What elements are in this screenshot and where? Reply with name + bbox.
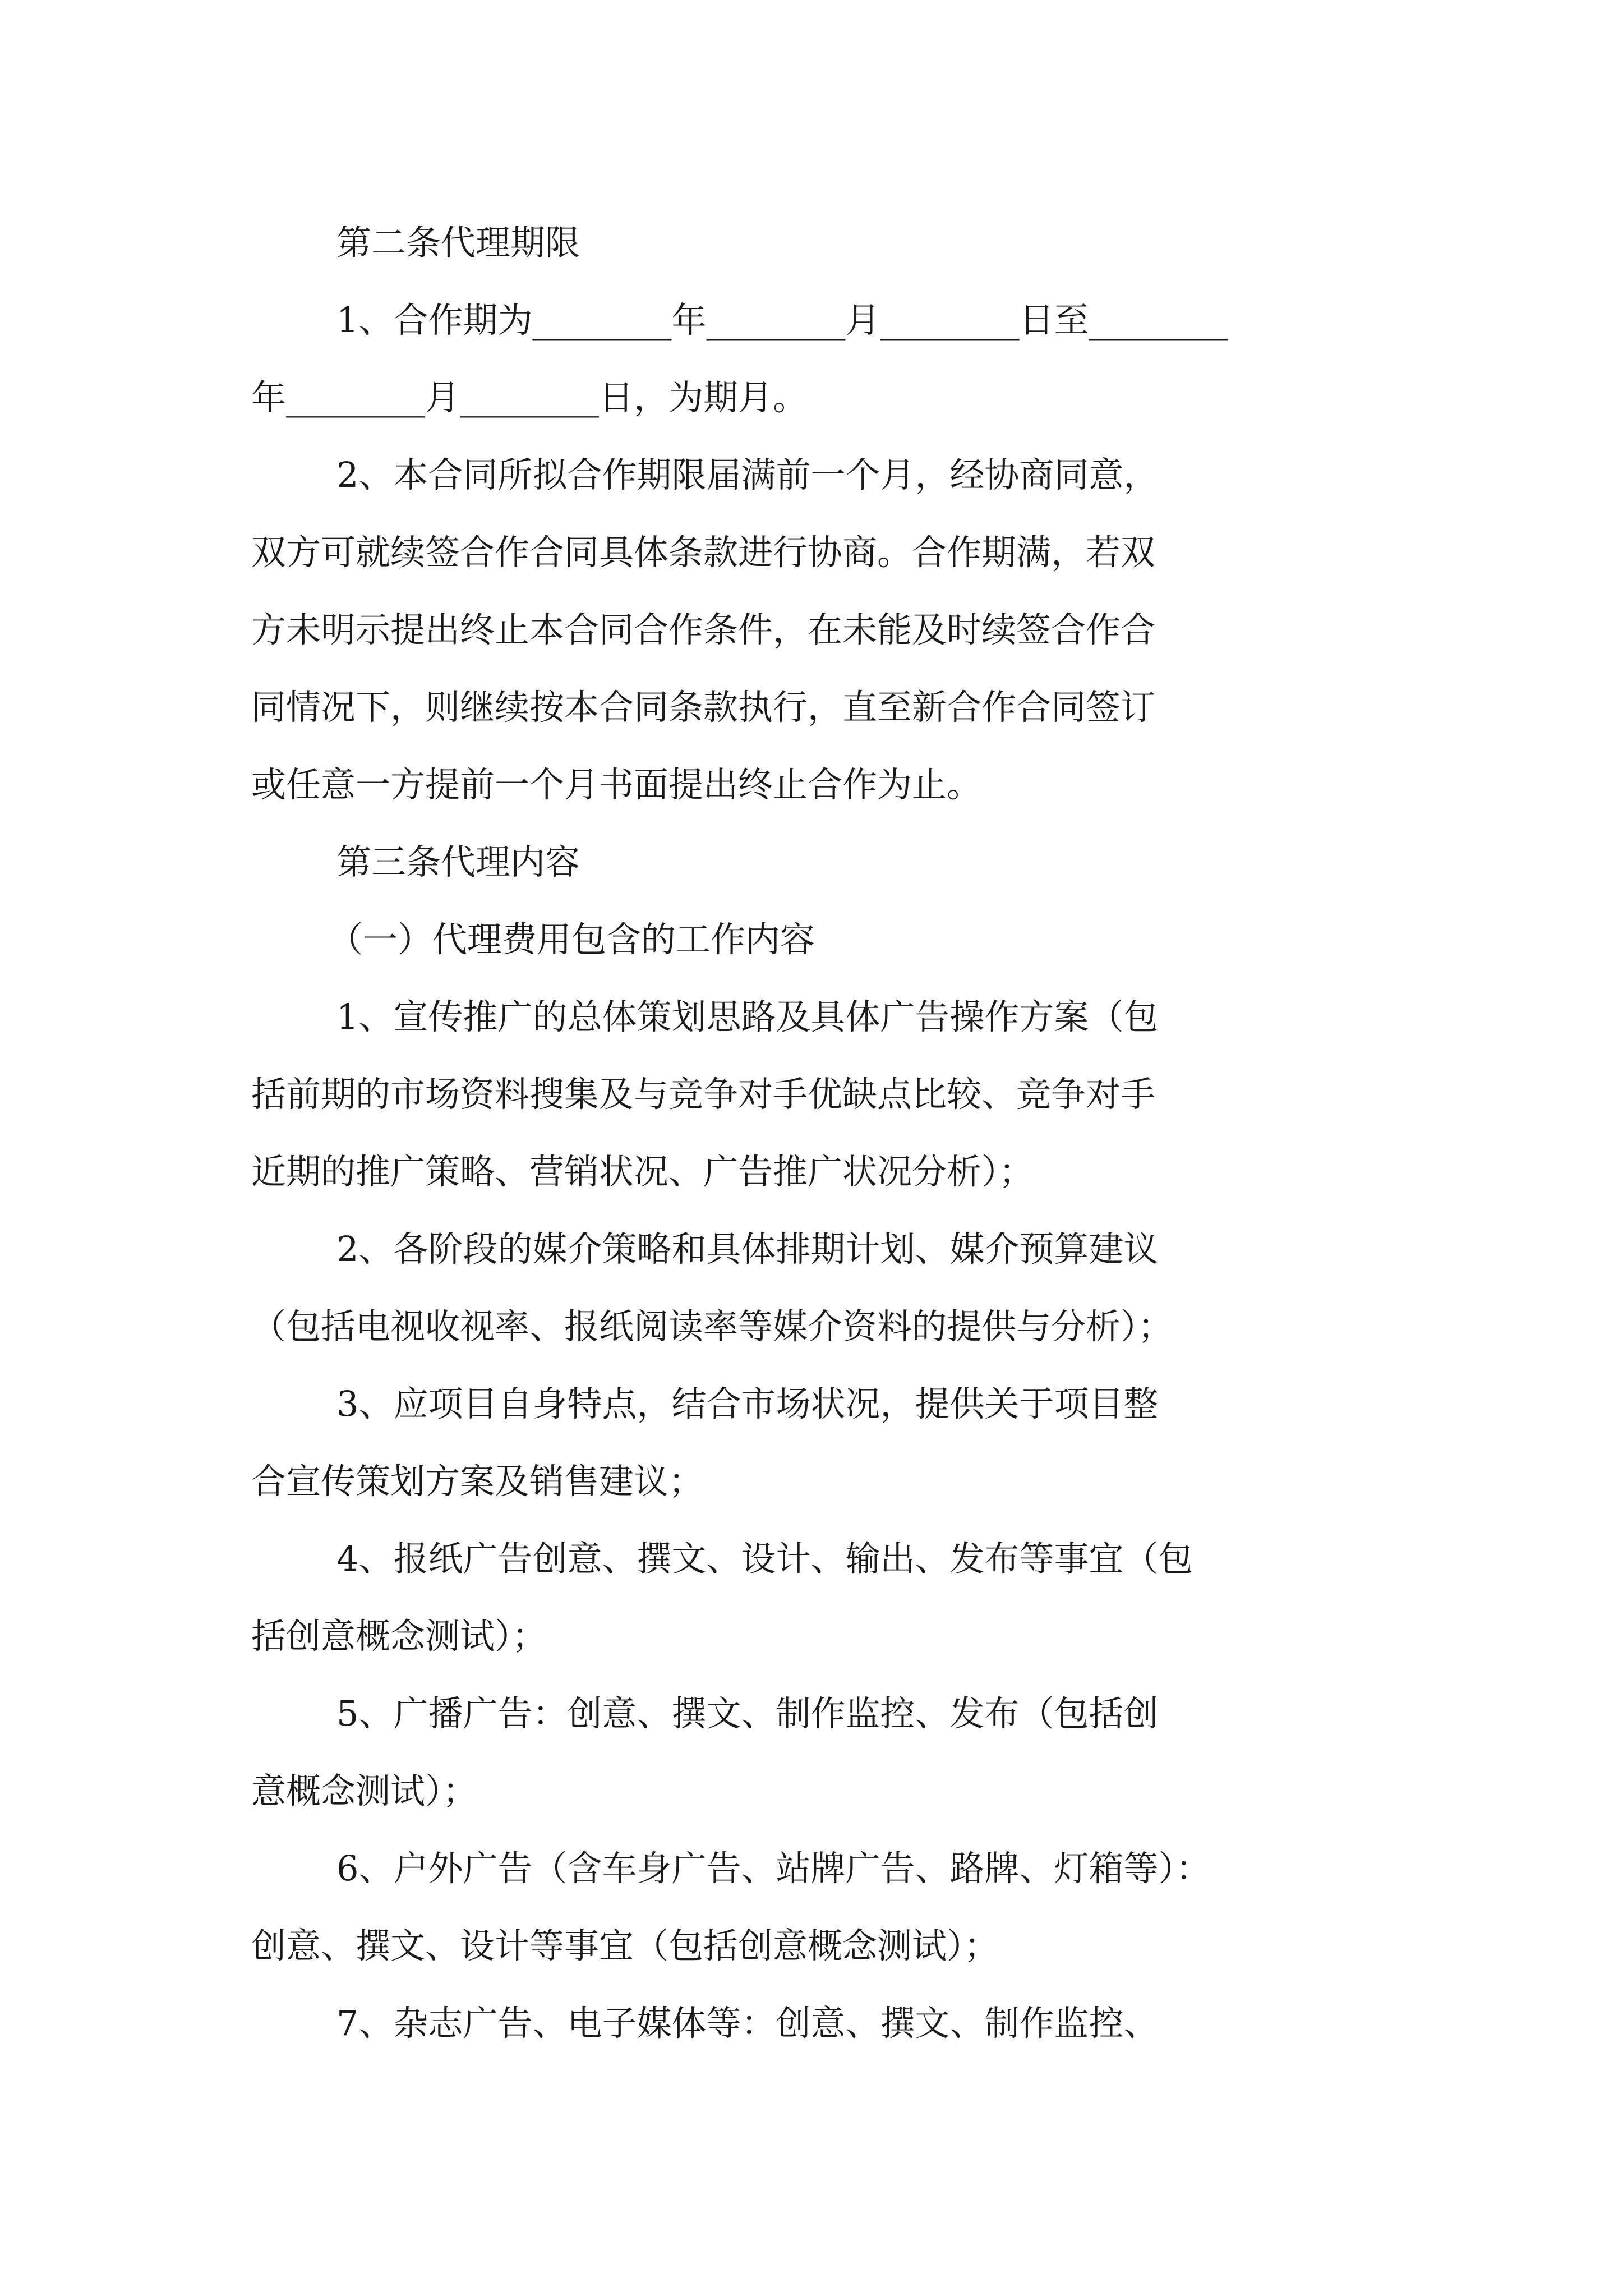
- paragraph-line: 方未明示提出终止本合同合作条件，在未能及时续签合作合: [251, 609, 1156, 650]
- paragraph-line: 意概念测试）；: [251, 1770, 478, 1811]
- paragraph-line: 4、报纸广告创意、撰文、设计、输出、发布等事宜（包: [336, 1538, 1193, 1579]
- article-2-heading: 第二条代理期限: [336, 222, 580, 263]
- paragraph-line: 1、合作期为________年________月________日至________: [336, 300, 1228, 341]
- paragraph-line: 双方可就续签合作合同具体条款进行协商。合作期满，若双: [251, 532, 1156, 573]
- paragraph-line: 括前期的市场资料搜集及与竞争对手优缺点比较、竞争对手: [251, 1074, 1156, 1115]
- paragraph-line: 2、本合同所拟合作期限届满前一个月，经协商同意，: [336, 454, 1159, 495]
- paragraph-line: 同情况下，则继续按本合同条款执行，直至新合作合同签订: [251, 687, 1156, 728]
- paragraph-line: 括创意概念测试）；: [251, 1616, 547, 1657]
- paragraph-line: 年________月________日，为期月。: [251, 377, 808, 418]
- paragraph-line: （包括电视收视率、报纸阅读率等媒介资料的提供与分析）；: [251, 1306, 1173, 1347]
- article-3-heading: 第三条代理内容: [336, 841, 580, 882]
- paragraph-line: 5、广播广告：创意、撰文、制作监控、发布（包括创: [336, 1693, 1159, 1734]
- paragraph-line: 7、杂志广告、电子媒体等：创意、撰文、制作监控、: [336, 2003, 1159, 2044]
- paragraph-line: 或任意一方提前一个月书面提出终止合作为止。: [251, 764, 982, 805]
- paragraph-line: 近期的推广策略、营销状况、广告推广状况分析）；: [251, 1151, 1034, 1192]
- paragraph-line: 6、户外广告（含车身广告、站牌广告、路牌、灯箱等）：: [336, 1848, 1211, 1889]
- section-heading: （一）代理费用包含的工作内容: [328, 919, 815, 960]
- paragraph-line: 3、应项目自身特点，结合市场状况，提供关于项目整: [336, 1383, 1159, 1424]
- paragraph-line: 创意、撰文、设计等事宜（包括创意概念测试）；: [251, 1925, 999, 1966]
- paragraph-line: 2、各阶段的媒介策略和具体排期计划、媒介预算建议: [336, 1228, 1159, 1269]
- paragraph-line: 合宣传策划方案及销售建议；: [251, 1461, 704, 1502]
- paragraph-line: 1、宣传推广的总体策划思路及具体广告操作方案（包: [336, 996, 1159, 1037]
